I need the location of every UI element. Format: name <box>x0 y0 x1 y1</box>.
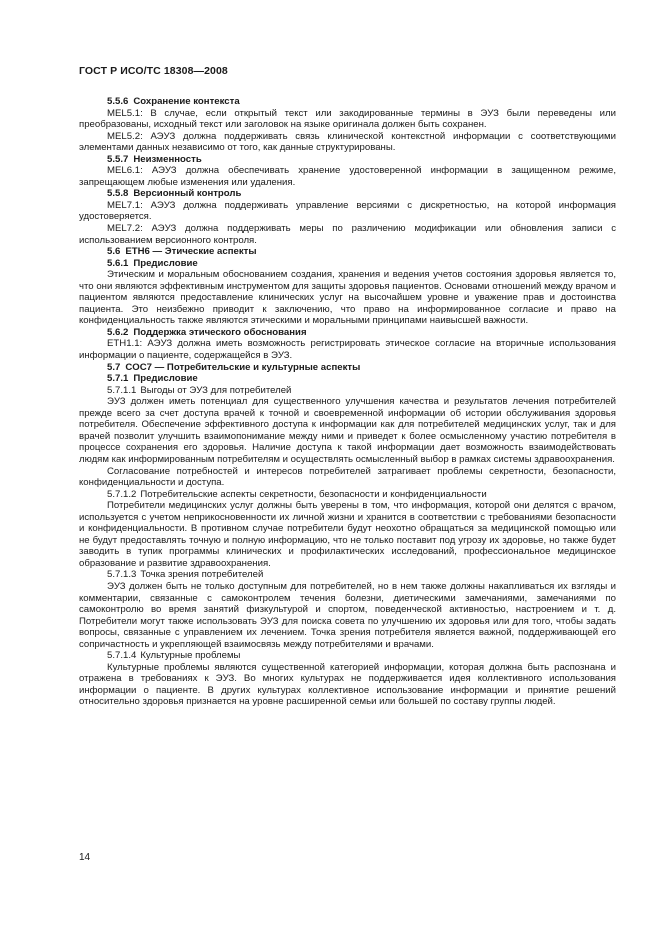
section-title: Культурные проблемы <box>140 650 241 662</box>
section-number: 5.5.7 <box>107 153 129 165</box>
paragraph: MEL5.1: В случае, если открытый текст или закодированные термины в ЭУЗ были переведены или преобразованы, исходный текст или заголовок на языке оригинала должен быть сохранен. <box>79 107 616 131</box>
subsection-heading <box>79 650 616 662</box>
section-title: Поддержка этического обоснования <box>133 326 307 338</box>
paragraph: MEL6.1: АЭУЗ должна обеспечивать хранение удостоверенной информации в защищенном режиме, запрещающем любые изменения или удаления. <box>79 165 616 188</box>
subsection-heading <box>79 385 616 397</box>
paragraph: MEL7.1: АЭУЗ должна поддерживать управление версиями с дискретностью, на которой информация удостоверяется. <box>79 199 616 223</box>
section-heading <box>79 362 616 374</box>
section-title: Предисловие <box>133 373 198 385</box>
section-heading <box>79 246 616 258</box>
section-number: 5.5.6 <box>107 96 129 107</box>
section-title: Версионный контроль <box>133 188 242 200</box>
section-heading <box>79 327 616 339</box>
section-number: 5.6.2 <box>107 326 129 338</box>
page-number: 14 <box>79 852 91 863</box>
section-number: 5.6 <box>107 246 121 258</box>
paragraph: ЭУЗ должен быть не только доступным для потребителей, но в нем также должны накапливаться их взгляды и комментарии, связанные с самоконтролем течения болезни, диетическими замечаниями, замечаниями по самоконтролю во время занятий физкультурой и спортом, поведенческой активностью, настроением и т. д. Потребители могут также использовать ЭУЗ для поиска совета по улучшению их здоровья или для того, чтобы задать вопросы, связанные с управлением их лечением. Точка зрения потребителя является важной, поддерживающей его сопричастность и укрепляющей взаимосвязь между потребителями и врачами. <box>79 580 616 650</box>
section-heading <box>79 258 616 270</box>
section-number: 5.7.1.3 <box>107 569 137 581</box>
section-heading <box>79 96 616 108</box>
section-number: 5.7.1.4 <box>107 650 137 662</box>
section-title: Неизменность <box>133 153 202 165</box>
section-title: Потребительские аспекты секретности, безопасности и конфиденциальности <box>140 488 487 500</box>
section-title: Сохранение контекста <box>133 96 240 107</box>
paragraph: MEL7.2: АЭУЗ должна поддерживать меры по различению модификации или обновления записи с использованием версионного контроля. <box>79 223 616 246</box>
section-number: 5.7.1.2 <box>107 488 137 500</box>
paragraph: ETH1.1: АЭУЗ должна иметь возможность регистрировать этическое согласие на вторичные использования информации о пациенте, содержащейся в ЭУЗ. <box>79 338 616 362</box>
section-number: 5.7.1 <box>107 373 129 385</box>
section-heading <box>79 373 616 385</box>
paragraph: Согласование потребностей и интересов потребителей затрагивает проблемы секретности, безопасности, конфиденциальности и доступа. <box>79 465 616 489</box>
section-number: 5.7.1.1 <box>107 384 137 396</box>
section-number: 5.7 <box>107 361 121 373</box>
document-body <box>79 96 616 708</box>
paragraph: Этическим и моральным обоснованием создания, хранения и ведения учетов состояния здоровья является то, что они являются эффективным инструментом для защиты здоровья пациентов. Основами отношений между врачом и пациентом являются предоставление клинических услуг на высочайшем уровне и уважение прав и достоинства пациента. Это неизбежно приводит к заключению, что право на информированное согласие и право на конфиденциальность также являются этическими и моральными принципами наивысшей важности. <box>79 269 616 327</box>
section-title: COC7 — Потребительские и культурные аспекты <box>125 361 361 373</box>
subsection-heading <box>79 489 616 501</box>
paragraph: ЭУЗ должен иметь потенциал для существенного улучшения качества и результатов лечения потребителей прежде всего за счет доступа врачей к точной и своевременной информации об истории обслуживания здоровья потребителя. Обеспечение эффективного доступа к информации как для потребителей медицинских услуг, так и для врачей позволит улучшить взаимопонимание между ними и приведет к более осмысленному участию потребителя в процессе сохранения его здоровья. Наличие доступа к такой информации дает возможность взаимодействовать людям как информированным потребителям и осуществлять осмысленный выбор в рамках системы здравоохранения. <box>79 396 616 465</box>
paragraph: Потребители медицинских услуг должны быть уверены в том, что информация, которой они делятся с врачом, используется с учетом неприкосновенности их личной жизни и хранится в соответствии с требованиями безопасности и конфиденциальности. В противном случае потребители будут неохотно обращаться за медицинской помощью или не будут предоставлять точную и полную информацию, что не только поставит под угрозу их здоровье, но также будет заводить в тупик программы клинических и профилактических исследований, профессиональное медицинское образование и развитие здравоохранения. <box>79 500 616 569</box>
section-number: 5.5.8 <box>107 188 129 200</box>
document-header: ГОСТ Р ИСО/ТС 18308—2008 <box>79 65 228 77</box>
paragraph: Культурные проблемы являются существенной категорией информации, которая должна быть распознана и отражена в требованиях к ЭУЗ. Во многих культурах не поддерживается идея коллективного использования информации о пациенте. В других культурах коллективное использование информации и принятие решений относительно здоровья признается на уровне расширенной семьи или большей по составу группы людей. <box>79 661 616 708</box>
section-title: Предисловие <box>133 257 198 269</box>
section-title: ETH6 — Этические аспекты <box>125 246 257 258</box>
section-number: 5.6.1 <box>107 257 129 269</box>
section-heading <box>79 188 616 200</box>
section-title: Выгоды от ЭУЗ для потребителей <box>140 384 292 396</box>
subsection-heading <box>79 569 616 581</box>
section-heading <box>79 154 616 166</box>
section-title: Точка зрения потребителей <box>140 569 264 581</box>
paragraph: MEL5.2: АЭУЗ должна поддерживать связь клинической контекстной информации с соответствующими элементами данных независимо от того, как данные структурированы. <box>79 130 616 154</box>
